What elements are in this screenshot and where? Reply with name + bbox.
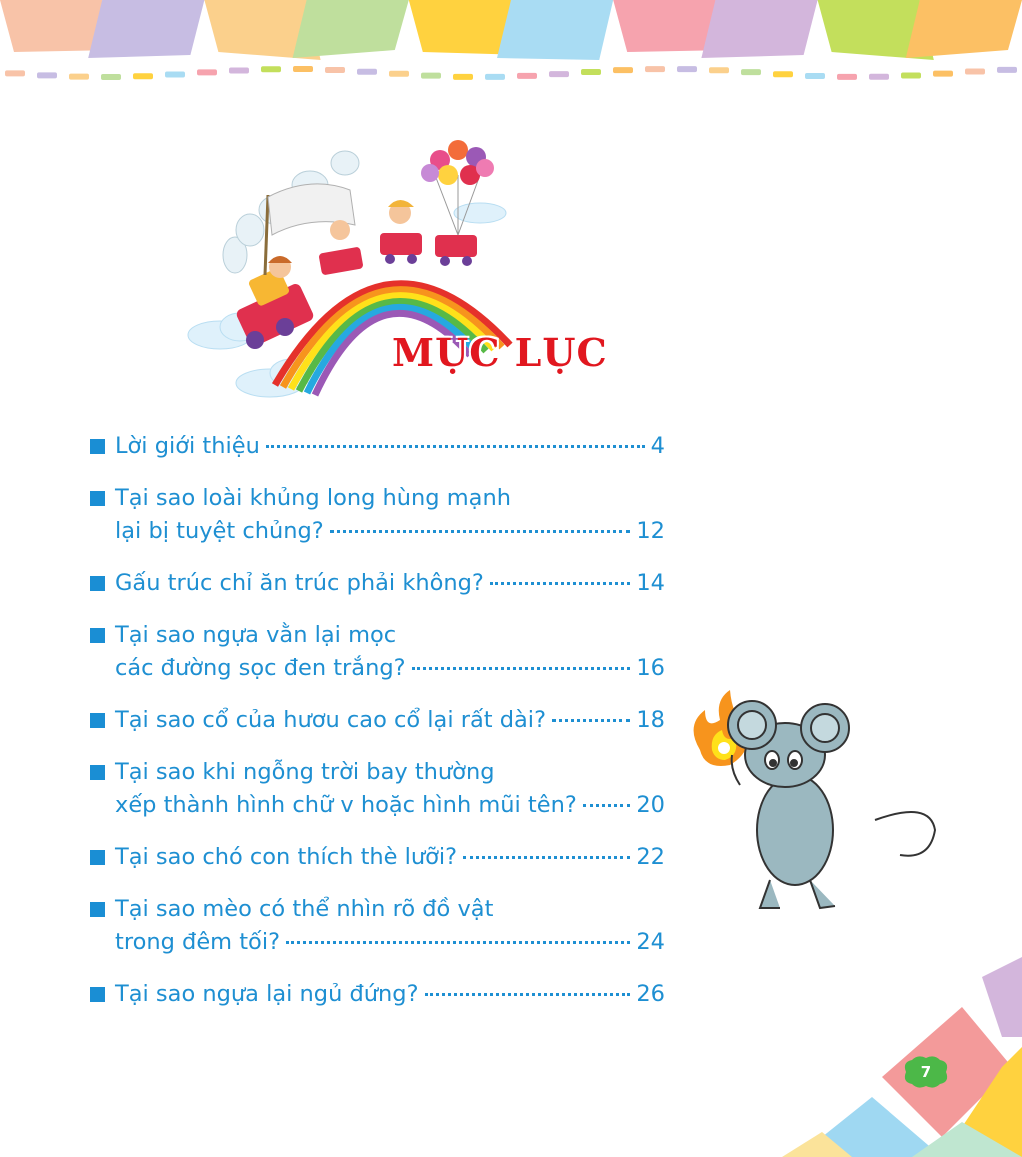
dot-leader — [463, 856, 630, 859]
square-bullet-icon — [90, 491, 105, 506]
toc-entry-title: Tại sao chó con thích thè lưỡi? — [115, 844, 458, 870]
dot-leader — [425, 993, 631, 996]
toc-entry-title: Lời giới thiệu — [115, 433, 260, 459]
page-number: 7 — [920, 1063, 932, 1081]
toc-entry-title: trong đêm tối? — [115, 929, 281, 955]
toc-entry-title: xếp thành hình chữ v hoặc hình mũi tên? — [115, 792, 577, 818]
toc-entry[interactable] — [90, 841, 665, 874]
toc-entry[interactable] — [90, 567, 665, 600]
banner-dash — [805, 73, 825, 79]
banner-dash — [229, 68, 249, 74]
banner-dash — [869, 74, 889, 80]
square-bullet-icon — [90, 902, 105, 917]
toc-entry[interactable] — [90, 619, 665, 685]
toc-page-number: 14 — [636, 570, 665, 596]
square-bullet-icon — [90, 713, 105, 728]
dot-leader — [552, 719, 630, 722]
toc-line — [115, 841, 665, 874]
toc-entry-title: Tại sao ngựa lại ngủ đứng? — [115, 981, 419, 1007]
mouse-icon — [728, 701, 935, 908]
dot-leader — [286, 941, 630, 944]
banner-strip — [293, 0, 409, 58]
banner-strip — [497, 0, 613, 60]
banner-dash — [837, 74, 857, 80]
banner-dash — [453, 74, 473, 80]
toc-line — [115, 430, 665, 463]
toc-entry[interactable] — [90, 704, 665, 737]
banner-dash — [37, 72, 57, 78]
toc-entry-title: Tại sao mèo có thể nhìn rõ đồ vật — [115, 896, 494, 922]
toc-entry-title: Tại sao cổ của hươu cao cổ lại rất dài? — [115, 707, 547, 733]
banner-dash — [485, 74, 505, 80]
toc-line — [115, 515, 665, 548]
toc-page-number: 22 — [636, 844, 665, 870]
page-number-badge — [900, 1054, 952, 1090]
toc-entry[interactable] — [90, 482, 665, 548]
toc-line — [115, 567, 665, 600]
banner-dash — [709, 67, 729, 73]
toc-page-number: 24 — [636, 929, 665, 955]
banner-dash — [293, 66, 313, 72]
banner-dash — [933, 71, 953, 77]
banner-dash — [677, 66, 697, 72]
dot-leader — [330, 530, 631, 533]
banner-dash — [357, 69, 377, 75]
banner-dash — [261, 66, 281, 72]
toc-line — [115, 926, 665, 959]
toc-page-number: 12 — [636, 518, 665, 544]
banner-dash — [901, 73, 921, 79]
dot-leader — [412, 667, 631, 670]
corner-color-decoration — [762, 957, 1022, 1157]
toc-line — [115, 756, 665, 789]
toc-entry-title: Tại sao loài khủng long hùng mạnh — [115, 485, 511, 511]
banner-dash — [581, 69, 601, 75]
toc-entry[interactable] — [90, 430, 665, 463]
toc-entry-title: các đường sọc đen trắng? — [115, 655, 406, 681]
toc-page-number: 4 — [650, 433, 665, 459]
toc-line — [115, 652, 665, 685]
square-bullet-icon — [90, 850, 105, 865]
toc-page-number: 26 — [636, 981, 665, 1007]
toc-line — [115, 893, 665, 926]
square-bullet-icon — [90, 439, 105, 454]
banner-dash — [997, 67, 1017, 73]
banner-dash — [965, 69, 985, 75]
dot-leader — [490, 582, 631, 585]
toc-entry-title: Gấu trúc chỉ ăn trúc phải không? — [115, 570, 484, 596]
banner-dash — [325, 67, 345, 73]
banner-dash — [773, 71, 793, 77]
square-bullet-icon — [90, 576, 105, 591]
toc-entry[interactable] — [90, 893, 665, 959]
toc-page-number: 20 — [636, 792, 665, 818]
banner-dash — [389, 71, 409, 77]
banner-dash — [197, 69, 217, 75]
toc-entry-title: Tại sao khi ngỗng trời bay thường — [115, 759, 495, 785]
banner-dash — [69, 74, 89, 80]
dot-leader — [583, 804, 631, 807]
banner-dash — [133, 73, 153, 79]
toc-page-number: 18 — [636, 707, 665, 733]
banner-dash — [613, 67, 633, 73]
banner-strip — [701, 0, 817, 58]
toc-page-number: 16 — [636, 655, 665, 681]
banner-dash — [645, 66, 665, 72]
toc-entry[interactable] — [90, 756, 665, 822]
banner-dash — [421, 73, 441, 79]
banner-dash — [741, 69, 761, 75]
toc-line — [115, 619, 665, 652]
banner-dash — [517, 73, 537, 79]
banner-dash — [5, 70, 25, 76]
banner-strip — [906, 0, 1022, 58]
page-title: MỤC LỤC — [392, 330, 608, 375]
banner-dash — [101, 74, 121, 80]
dot-leader — [266, 445, 645, 448]
toc-entry-title: Tại sao ngựa vằn lại mọc — [115, 622, 397, 648]
toc-line — [115, 482, 665, 515]
toc-line — [115, 704, 665, 737]
toc-line — [115, 978, 665, 1011]
toc-line — [115, 789, 665, 822]
square-bullet-icon — [90, 765, 105, 780]
toc-entry[interactable] — [90, 978, 665, 1011]
top-color-banner — [0, 0, 1022, 95]
banner-dash — [165, 72, 185, 78]
square-bullet-icon — [90, 628, 105, 643]
banner-strip — [88, 0, 204, 58]
banner-dash — [549, 71, 569, 77]
table-of-contents — [90, 430, 665, 1030]
square-bullet-icon — [90, 987, 105, 1002]
toc-entry-title: lại bị tuyệt chủng? — [115, 518, 324, 544]
mouse-with-fire-illustration — [660, 680, 950, 920]
